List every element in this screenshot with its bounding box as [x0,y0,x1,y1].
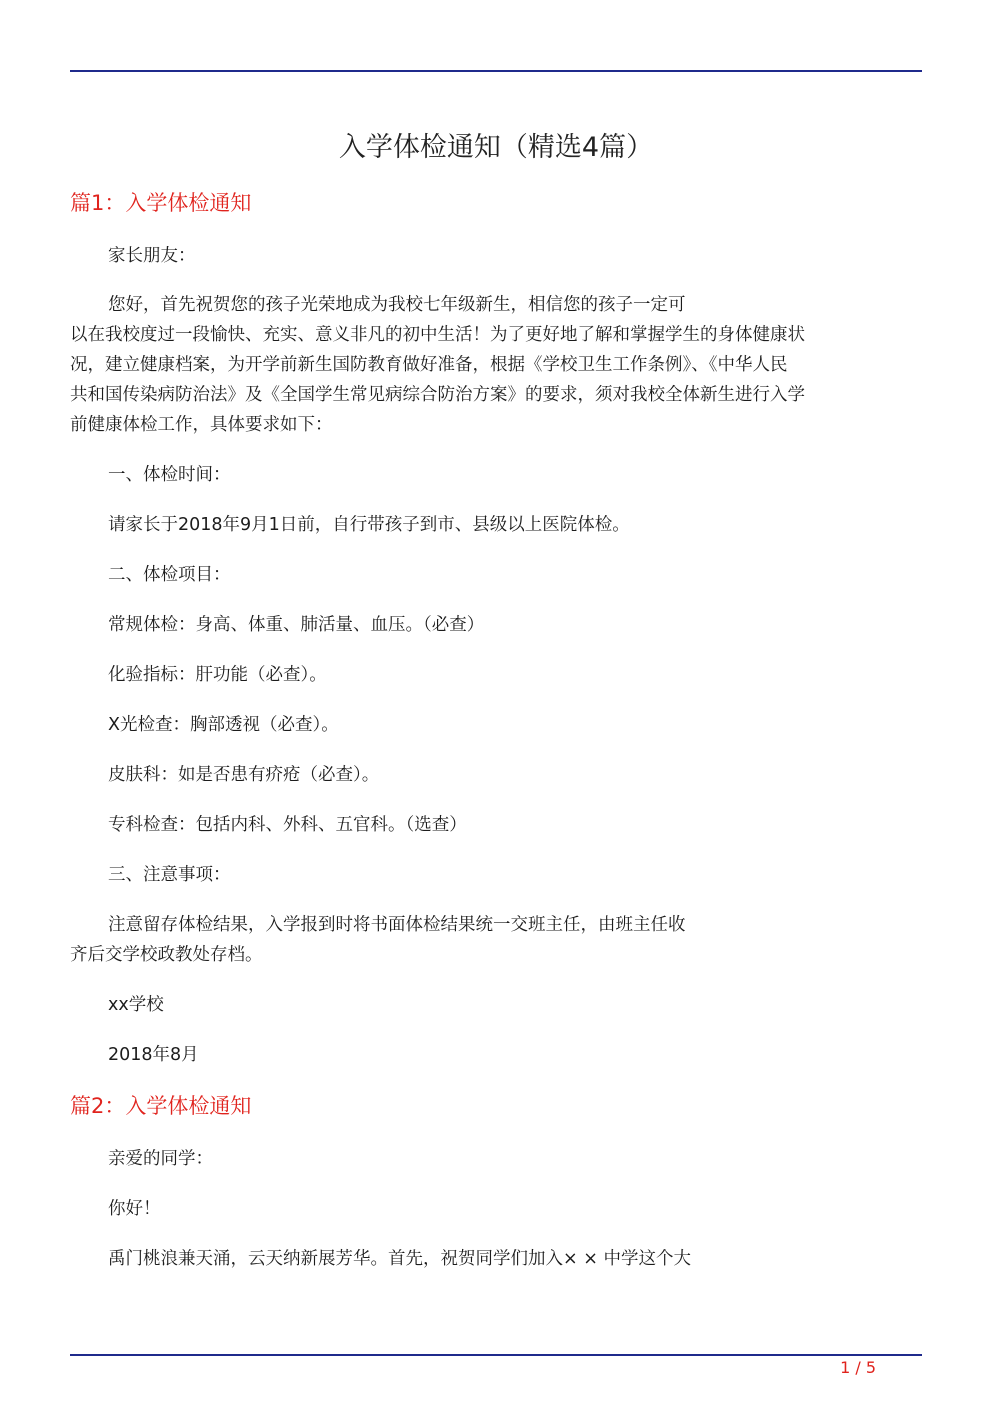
section1-heading: 篇1：入学体检通知 [70,191,252,215]
items-heading-text: 二、体检项目： [108,565,231,585]
notes-heading [70,860,912,890]
document-title: 入学体检通知（精选4篇） [338,132,654,163]
exam-item [70,610,912,640]
page-number: 1 / 5 [840,1358,876,1377]
section2-greeting [70,1144,912,1174]
exam-item-text: X光检查：胸部透视（必查）。 [108,715,339,735]
section2-hello [70,1194,912,1224]
exam-item-text: 专科检查：包括内科、外科、五官科。（选查） [108,815,467,835]
signature [70,990,912,1020]
time-text [70,510,912,540]
intro-line: 共和国传染病防治法》及《全国学生常见病综合防治方案》的要求，须对我校全体新生进行入学 [70,385,805,405]
body-line: 禹门桃浪兼天涌，云天纳新展芳华。首先，祝贺同学们加入× × 中学这个大 [108,1249,691,1269]
header-rule [70,70,922,72]
section2-heading: 篇2：入学体检通知 [70,1094,252,1118]
time-heading-text: 一、体检时间： [108,465,231,485]
date-text: 2018年8月 [108,1045,199,1065]
notes-line: 注意留存体检结果，入学报到时将书面体检结果统一交班主任，由班主任收 [108,915,686,935]
intro-line: 以在我校度过一段愉快、充实、意义非凡的初中生活！为了更好地了解和掌握学生的身体健康状 [70,325,805,345]
time-text-line: 请家长于2018年9月1日前，自行带孩子到市、县级以上医院体检。 [108,515,630,535]
intro-line: 您好，首先祝贺您的孩子光荣地成为我校七年级新生，相信您的孩子一定可 [108,295,686,315]
footer-rule [70,1354,922,1356]
hello-text: 你好！ [108,1199,161,1219]
exam-item [70,710,912,740]
date [70,1040,912,1070]
section1-intro-paragraph [70,290,912,440]
greeting-text: 家长朋友： [108,246,196,266]
exam-item-text: 化验指标：肝功能（必查）。 [108,665,327,685]
notes-heading-text: 三、注意事项： [108,865,231,885]
exam-item [70,660,912,690]
section1-greeting [70,241,912,271]
notes-paragraph [70,910,912,970]
section2-first-line [70,1244,912,1274]
exam-item-text: 皮肤科：如是否患有疥疮（必查）。 [108,765,380,785]
greeting-text: 亲爱的同学： [108,1149,213,1169]
intro-line: 前健康体检工作，具体要求如下： [70,415,333,435]
exam-item-text: 常规体检：身高、体重、肺活量、血压。（必查） [108,615,485,635]
notes-line: 齐后交学校政教处存档。 [70,945,263,965]
signature-text: xx学校 [108,995,164,1015]
time-heading [70,460,912,490]
intro-line: 况，建立健康档案，为开学前新生国防教育做好准备，根据《学校卫生工作条例》、《中华人民 [70,355,788,375]
exam-item [70,760,912,790]
exam-item [70,810,912,840]
items-heading [70,560,912,590]
